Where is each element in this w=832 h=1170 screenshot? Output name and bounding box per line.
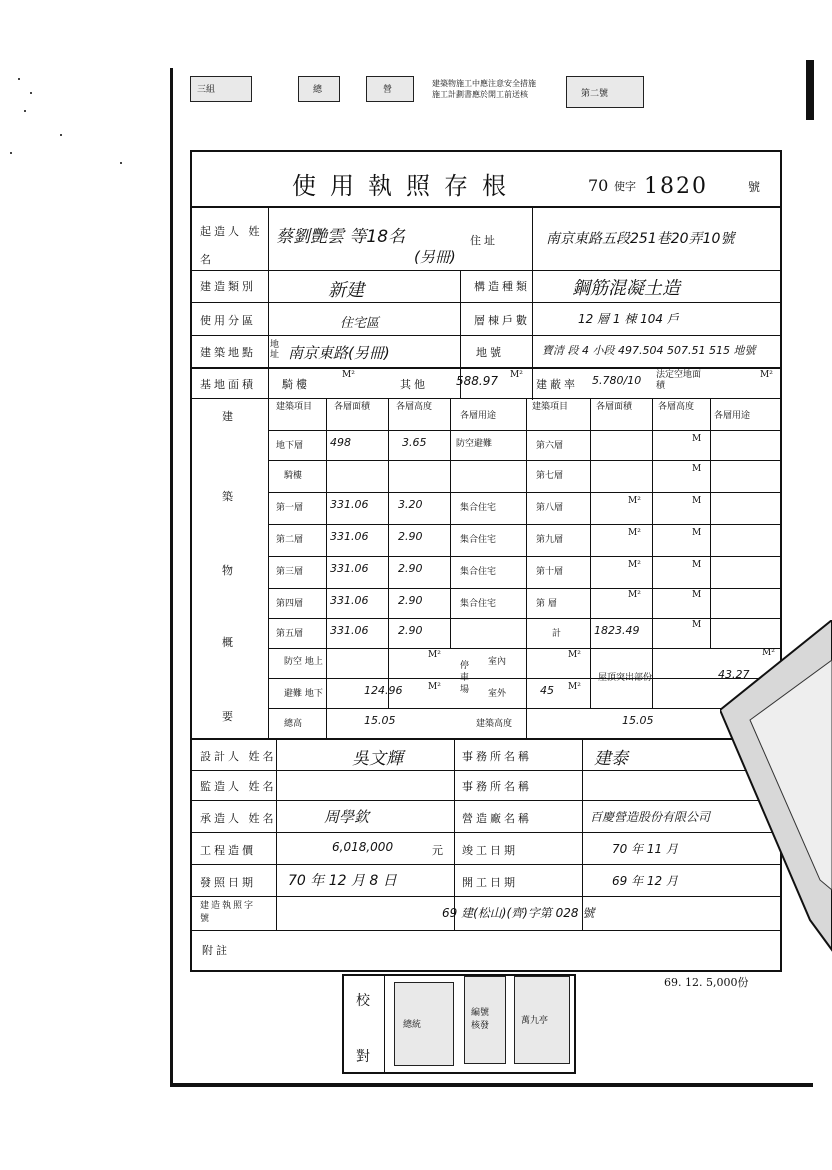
left-row-label: 第四層: [276, 599, 304, 609]
col-divider: [652, 398, 653, 708]
col-divider: [276, 740, 277, 930]
unit-m: M: [692, 620, 702, 630]
row-divider: [192, 832, 782, 833]
row-divider: [268, 588, 782, 589]
shelter-label: 防空 地上: [284, 657, 323, 667]
col-header-height: 各層高度: [396, 402, 433, 412]
scan-speck: [30, 92, 32, 94]
side-label-char: 要: [222, 710, 236, 723]
scan-speck: [18, 78, 20, 80]
col-divider: [454, 740, 455, 930]
check-box: [342, 974, 576, 1074]
unit-m: M: [692, 496, 702, 506]
site-addr-label: 地址: [270, 340, 280, 360]
left-row-label: 第五層: [276, 629, 304, 639]
cost-label: 工程造價: [200, 844, 256, 857]
parking-label: 停車場: [460, 661, 470, 695]
address-label: 住址: [470, 234, 498, 247]
company-value: 百慶營造股份有限公司: [590, 810, 711, 824]
right-row-label: 第十層: [536, 567, 564, 577]
cost-unit: 元: [432, 844, 446, 857]
col-divider: [388, 398, 389, 708]
site-addr-value: 南京東路(另冊): [288, 344, 390, 362]
finish-value: 70 年 11 月: [612, 842, 678, 856]
unit-m2: M²: [628, 590, 641, 600]
permit-label: 建造執照字號: [200, 901, 256, 924]
form-title: 使用執照存根: [292, 172, 520, 200]
right-row-label: 第 層: [536, 599, 557, 609]
approver-stamp: 萬九亭: [514, 976, 570, 1064]
header-right-stamp: 第二號: [566, 76, 644, 108]
left-row-area: 331.06: [330, 594, 369, 607]
building-type-value: 新建: [328, 280, 364, 301]
coverage-label: 建蔽率: [536, 378, 578, 391]
header-stamp-1: 三組: [190, 76, 252, 102]
unit-m2: M²: [342, 370, 355, 380]
license-form: [190, 150, 782, 972]
row-divider: [192, 335, 782, 336]
side-label-char: 物: [222, 564, 236, 577]
unit-m: M: [692, 590, 702, 600]
unit-m2: M²: [628, 528, 641, 538]
supervisor-label: 監造人 姓名: [200, 780, 277, 793]
license-number: 1820: [644, 174, 708, 199]
row-divider: [268, 430, 782, 431]
address-value: 南京東路五段251巷20弄10號: [546, 231, 735, 247]
issue-value: 70 年 12 月 8 日: [288, 873, 397, 889]
row-divider: [268, 678, 782, 679]
left-row-area: 331.06: [330, 530, 369, 543]
reviewer-stamp: 總統: [394, 982, 454, 1066]
site-label: 建築地點: [200, 346, 256, 359]
check-label: 校: [356, 993, 373, 1009]
left-row-height: 3.65: [402, 436, 427, 449]
scan-speck: [10, 152, 12, 154]
unit-m: M: [692, 528, 702, 538]
side-label-char: 概: [222, 636, 236, 649]
bldg-height-value: 15.05: [622, 714, 654, 727]
license-suffix: 號: [748, 180, 761, 194]
left-row-label: 第三層: [276, 567, 304, 577]
col-header-use-right: 各層用途: [714, 411, 751, 421]
right-row-label: 第七層: [536, 471, 564, 481]
unit-m2: M²: [428, 650, 441, 660]
shelter-under-label: 避難 地下: [284, 689, 323, 699]
row-divider: [192, 398, 782, 399]
roof-value: 43.27: [718, 668, 750, 681]
area-arcade: 騎樓: [282, 378, 310, 391]
col-divider: [450, 398, 451, 648]
row-divider: [192, 896, 782, 897]
left-row-height: 2.90: [398, 530, 423, 543]
row-divider: [192, 738, 782, 740]
col-header-area-right: 各層面積: [596, 402, 633, 412]
left-row-area: 498: [330, 436, 351, 449]
row-divider: [268, 618, 782, 619]
page-edge-mark: [806, 60, 814, 120]
row-divider: [192, 302, 782, 303]
right-row-label: 第九層: [536, 535, 564, 545]
col-divider: [268, 367, 269, 739]
col-divider: [582, 740, 583, 930]
row-divider: [192, 770, 782, 771]
roof-label: 屋頂突出部份: [598, 673, 653, 683]
row-divider: [192, 206, 782, 208]
row-divider: [192, 864, 782, 865]
owner-sub: (另冊): [414, 248, 456, 266]
area-other-label: 其他: [400, 378, 428, 391]
area-label: 基地面積: [200, 378, 256, 391]
left-row-height: 2.90: [398, 624, 423, 637]
unit-m2: M²: [628, 560, 641, 570]
row-divider: [192, 270, 782, 271]
right-row-label: 第六層: [536, 441, 564, 451]
col-divider: [710, 398, 711, 648]
left-row-height: 3.20: [398, 498, 423, 511]
left-row-area: 331.06: [330, 562, 369, 575]
site-lot-label: 地號: [476, 346, 504, 359]
side-label-char: 築: [222, 490, 236, 503]
header-stamp-2: 總: [298, 76, 340, 102]
right-row-label: 計: [552, 629, 562, 639]
check-label-2: 對: [356, 1049, 373, 1065]
bldg-height-label: 建築高度: [476, 719, 513, 729]
total-height-label: 總高: [284, 719, 303, 729]
col-header-use: 各層用途: [460, 411, 497, 421]
left-row-label: 第二層: [276, 535, 304, 545]
col-divider: [326, 398, 327, 738]
overlapping-document: [720, 620, 832, 1000]
print-mark: 69. 12. 5,000份: [664, 976, 749, 989]
unit-m2: M²: [510, 370, 523, 380]
left-row-height: 2.90: [398, 594, 423, 607]
building-type-label: 建造類別: [200, 280, 256, 293]
license-year: 70: [588, 176, 609, 195]
row-divider: [268, 648, 782, 649]
supervisor-office-label: 事務所名稱: [462, 780, 532, 793]
unit-m: M: [692, 464, 702, 474]
header-stamp-3: 營: [366, 76, 414, 102]
parking-in: 室內: [488, 657, 507, 667]
cost-value: 6,018,000: [332, 840, 394, 854]
owner-value: 蔡劉艷雲 等18名: [276, 227, 406, 247]
left-row-area: 331.06: [330, 498, 369, 511]
col-header-area: 各層面積: [334, 402, 371, 412]
unit-m2: M²: [628, 496, 641, 506]
unit-m: M: [692, 434, 702, 444]
open-space-label: 法定空地面積: [656, 370, 702, 391]
permit-value: 69 建(松山)(齊)字第 028 號: [442, 906, 595, 920]
unit-m2: M²: [760, 370, 773, 380]
row-divider: [268, 556, 782, 557]
contractor-value: 周學欽: [324, 808, 370, 826]
zoning-value: 住宅區: [340, 316, 380, 331]
row-divider: [192, 800, 782, 801]
left-row-use: 集合住宅: [460, 535, 497, 545]
parking-out: 室外: [488, 689, 507, 699]
floors-label: 層棟戶數: [474, 314, 530, 327]
col-header-item: 建築項目: [276, 402, 313, 412]
row-divider: [192, 367, 782, 369]
numbering-stamp: 編號 核發: [464, 976, 506, 1064]
col-divider: [526, 398, 527, 738]
col-divider: [590, 398, 591, 708]
col-header-item-right: 建築項目: [532, 402, 569, 412]
unit-m2: M²: [568, 682, 581, 692]
left-row-label: 騎樓: [284, 471, 303, 481]
designer-label: 設計人 姓名: [200, 750, 277, 763]
left-row-use: 防空避難: [456, 439, 493, 449]
finish-label: 竣工日期: [462, 844, 518, 857]
left-row-height: 2.90: [398, 562, 423, 575]
office-value: 建泰: [594, 749, 628, 769]
shelter-under-value: 124.96: [364, 684, 403, 697]
scan-speck: [60, 134, 62, 136]
left-row-use: 集合住宅: [460, 599, 497, 609]
owner-label: 起造人 姓名: [200, 225, 263, 266]
col-divider: [532, 206, 533, 400]
header-note: 建築物施工中應注意安全措施 施工計劃書應於開工前送核: [432, 79, 536, 99]
check-divider: [384, 976, 385, 1072]
total-area: 1823.49: [594, 624, 640, 637]
structure-label: 構造種類: [474, 280, 530, 293]
structure-value: 鋼筋混凝土造: [572, 278, 680, 299]
scan-speck: [24, 110, 26, 112]
license-prefix: 使字: [614, 180, 636, 193]
contractor-label: 承造人 姓名: [200, 812, 277, 825]
row-divider: [268, 492, 782, 493]
scan-speck: [120, 162, 122, 164]
company-label: 營造廠名稱: [462, 812, 532, 825]
coverage-value: 5.780/10: [592, 374, 642, 387]
unit-m: M: [692, 560, 702, 570]
side-label-char: 建: [222, 410, 236, 423]
left-row-use: 集合住宅: [460, 567, 497, 577]
area-other-value: 588.97: [456, 374, 498, 388]
left-row-use: 集合住宅: [460, 503, 497, 513]
parking-out-value: 45: [540, 684, 554, 697]
start-value: 69 年 12 月: [612, 874, 678, 888]
row-divider: [268, 524, 782, 525]
designer-value: 吳文輝: [352, 749, 403, 769]
row-divider: [268, 460, 782, 461]
row-divider: [192, 930, 782, 931]
unit-m2: M²: [762, 648, 775, 658]
unit-m2: M²: [428, 682, 441, 692]
left-row-label: 第一層: [276, 503, 304, 513]
right-row-label: 第八層: [536, 503, 564, 513]
note-label: 附註: [202, 944, 230, 957]
office-label: 事務所名稱: [462, 750, 532, 763]
left-row-area: 331.06: [330, 624, 369, 637]
start-label: 開工日期: [462, 876, 518, 889]
site-lot-value: 寶清 段 4 小段 497.504 507.51 515 地號: [542, 344, 756, 357]
col-header-height-right: 各層高度: [658, 402, 695, 412]
zoning-label: 使用分區: [200, 314, 256, 327]
unit-m2: M²: [568, 650, 581, 660]
left-row-label: 地下層: [276, 441, 304, 451]
row-divider: [268, 708, 782, 709]
floors-value: 12 層 1 棟 104 戶: [578, 312, 679, 326]
issue-label: 發照日期: [200, 876, 256, 889]
total-height-value: 15.05: [364, 714, 396, 727]
